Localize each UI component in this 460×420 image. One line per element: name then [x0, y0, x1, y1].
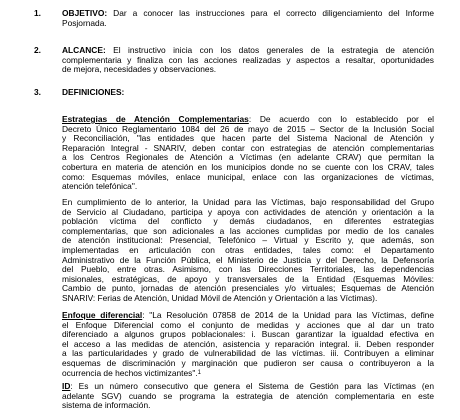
text-line: como: Esquemas móviles, enlace municipal, enlace con las organizaciones de víctimas, [62, 171, 434, 182]
text-line: Reparación Integral - SNARIV, deben contar con estrategias de atención complementarias [62, 142, 434, 153]
text-line: ocurrencia de hechos victimizantes". [62, 367, 198, 378]
definition-estrategias [62, 115, 434, 192]
text-line: SNARIV: Ferias de Atención, Unidad Móvil de Atención y Orientación a las Víctimas). [62, 292, 378, 303]
section-number: 2. [34, 45, 41, 55]
text-line: a los Centros Regionales de Atención a Víctimas (en adelante CRAV) que permitan la [62, 152, 434, 163]
text-line: adelante SGV) cuando se programa la estrategia de atención complementaria en este [62, 390, 434, 401]
section-title: ALCANCE: [62, 45, 106, 55]
text-line: complementarias, que son adicionales a las acciones cumplidas por medio de los canales [62, 225, 434, 236]
text-line: de atención institucional: Presencial, Telefónico – Virtual y Escrito y, que además, son [62, 235, 434, 246]
text-line: el acceso a las medidas de atención, asistencia y reparación integral. ii. Deben responder [62, 338, 434, 349]
text-line: Dar a conocer las instrucciones para el correcto diligenciamiento del Informe [113, 8, 434, 18]
definition-enfoque [62, 311, 434, 378]
text-line: Decreto Único Reglamentario 1084 del 26 de mayo de 2015 – Sector de la Inclusión Social [62, 123, 434, 134]
text-line: : Es un número consecutivo que genera el Sistema de Gestión para las Víctimas (en [70, 381, 434, 391]
text-line: El instructivo inicia con los datos generales de la estrategia de atención [113, 45, 435, 55]
text-line: esquemas de discriminación y marginación que pudieron ser causa o contribuyeron a la [62, 357, 434, 368]
text-line: diferenciado a algunos grupos poblacionales: i. Buscan garantizar la igualdad efectiva en [62, 329, 434, 340]
text-line: población víctima del conflicto y demás ciudadanos, en diferentes estrategias [62, 216, 434, 227]
text-line: Administrativo de la Función Pública, el Ministerio de Justicia y del Derecho, la Defensoría [62, 254, 434, 265]
text-line: Posjornada. [62, 17, 107, 28]
section-alcance [62, 46, 434, 75]
text-line: Cambio de punto, jornadas de atención presenciales y/o virtuales; Esquemas de Atención [62, 283, 434, 294]
text-line: En cumplimiento de lo anterior, la Unidad para las Víctimas, bajo responsabilidad del Grupo [62, 197, 434, 207]
definition-term: Enfoque diferencial [62, 310, 143, 320]
definition-estrategias-paragraph [62, 198, 434, 304]
text-line: complementaria y finaliza con las acciones realizadas y aspectos a resaltar, oportunidades [62, 54, 434, 65]
section-number: 1. [34, 8, 41, 18]
section-title: OBJETIVO: [62, 8, 108, 18]
text-line: sistema de información. [62, 400, 151, 411]
text-line: implementadas en articulación con otras entidades, tales como: el Departamento [62, 244, 434, 255]
text-line: : De acuerdo con lo establecido por el [248, 114, 434, 124]
text-line: a las particularidades y grado de vulnerabilidad de las víctimas. iii. Contribuyen a eliminar [62, 348, 434, 359]
text-line: cobertura en materia de atención en los municipios donde no se cuente con los CRAV, tales [62, 161, 434, 172]
definition-id [62, 382, 434, 411]
text-line: del Pueblo, entre otras. Asimismo, con las Direcciones Territoriales, las dependencias [62, 264, 434, 275]
footnote-marker[interactable]: 1 [197, 369, 201, 376]
text-line: el Enfoque Diferencial como el conjunto de medidas y acciones que al dar un trato [62, 319, 434, 330]
section-number: 3. [34, 87, 41, 97]
section-title: DEFINICIONES: [62, 87, 125, 97]
text-line: y Reconciliación, "las entidades que hacen parte del Sistema Nacional de Atención y [62, 133, 434, 144]
section-objetivo [62, 9, 434, 28]
text-line: de mejora, necesidades y observaciones. [62, 64, 217, 75]
text-line: atención telefónica". [62, 181, 138, 192]
definition-term: Estrategias de Atención Complementarias [62, 114, 249, 124]
text-line: de Servicio al Ciudadano, participa y apoya con actividades de atención y orientación a la [62, 206, 434, 217]
definition-term: ID [62, 381, 71, 391]
text-line: misionales, estratégicas, de apoyo y transversales de la Entidad (Esquemas Móviles: [62, 273, 434, 284]
text-line: : "La Resolución 07858 de 2014 de la Unidad para las Víctimas, define [142, 310, 435, 320]
